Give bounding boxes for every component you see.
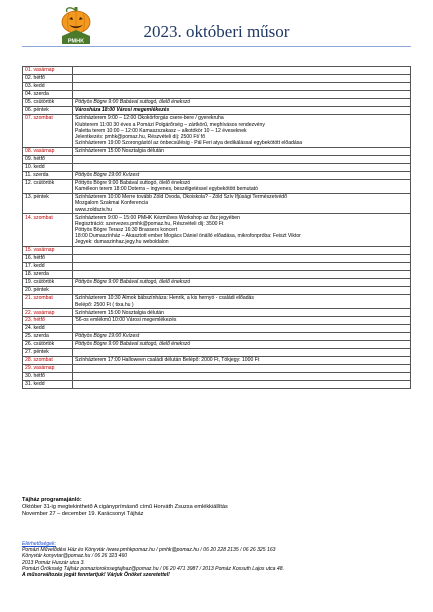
event-line bbox=[75, 156, 408, 162]
event-line: www.zoldsziv.hu bbox=[75, 206, 112, 213]
contact-line: Könyvtár konyvtar@pomaz.hu / 06 26 323 460 bbox=[22, 553, 128, 560]
schedule-row bbox=[23, 67, 411, 75]
event-line: Színházterem 9:00 – 15:00 PMHK Kézműves Workshop az ősz jegyében bbox=[75, 214, 240, 221]
schedule-row bbox=[23, 171, 411, 179]
event-line: Jelentkezés: pmhk@pomaz.hu, Részvételi díj: 2500 Ft/ fő bbox=[75, 133, 206, 140]
event-line: Színházterem 10:30 Álmok bábszínháza: Henrik, a kis hernyó - családi előadás bbox=[75, 295, 254, 302]
event-line bbox=[75, 373, 408, 379]
event-line: Színházterem 9:00 – 12:00 Ökokörforgás csere-bere / gyerekruha bbox=[75, 115, 224, 122]
event-cell bbox=[73, 193, 411, 213]
day-cell: 13. péntek bbox=[23, 193, 73, 213]
day-cell: 20. péntek bbox=[23, 286, 73, 294]
event-cell bbox=[73, 98, 411, 106]
event-line: Mozgalom Szakmai Konferencia bbox=[75, 200, 149, 207]
contact-line: Pomázi Művelődési Ház és Könyvtár /www.pmhkpomaz.hu / pmhk@pomaz.hu / 06 20 228 2135 / 06 26 325 163 bbox=[22, 547, 276, 554]
event-cell bbox=[73, 214, 411, 247]
day-cell: 26. csütörtök bbox=[23, 341, 73, 349]
day-cell: 31. kedd bbox=[23, 380, 73, 388]
event-line bbox=[75, 325, 408, 331]
event-cell bbox=[73, 309, 411, 317]
event-line bbox=[75, 247, 408, 253]
day-cell: 11. szerda bbox=[23, 171, 73, 179]
event-line: Színházterem 15:00 Nosztalgia délután bbox=[75, 309, 164, 316]
event-cell bbox=[73, 341, 411, 349]
event-cell bbox=[73, 171, 411, 179]
schedule-row bbox=[23, 365, 411, 373]
event-cell bbox=[73, 372, 411, 380]
schedule-row bbox=[23, 357, 411, 365]
schedule-table bbox=[22, 66, 411, 389]
day-cell: 16. hétfő bbox=[23, 255, 73, 263]
event-line bbox=[75, 91, 408, 97]
event-cell bbox=[73, 114, 411, 147]
schedule-row bbox=[23, 98, 411, 106]
event-line bbox=[75, 75, 408, 81]
tajhaz-heading: Tájház programajánló: bbox=[22, 497, 82, 503]
tajhaz-line: Október 31-ig megtekinthető A cigányprímásnő című Horváth Zsuzsa emlékkiállítás bbox=[22, 503, 228, 510]
schedule-row bbox=[23, 372, 411, 380]
event-cell bbox=[73, 147, 411, 155]
event-line: Városháza 18:00 Városi megemlékezés bbox=[75, 107, 170, 114]
schedule-row bbox=[23, 106, 411, 114]
event-line: Regisztráció: szervezes.pmhk@pomaz.hu, Részvételi díj: 3500 Ft bbox=[75, 220, 224, 227]
schedule-row bbox=[23, 278, 411, 286]
schedule-row bbox=[23, 309, 411, 317]
event-cell bbox=[73, 270, 411, 278]
schedule-row bbox=[23, 155, 411, 163]
tajhaz-line: November 27 – december 19. Karácsonyi Tájház bbox=[22, 510, 144, 517]
event-cell bbox=[73, 106, 411, 114]
schedule-row bbox=[23, 341, 411, 349]
event-cell bbox=[73, 262, 411, 270]
day-cell: 21. szombat bbox=[23, 294, 73, 308]
day-cell: 24. kedd bbox=[23, 325, 73, 333]
schedule-row bbox=[23, 262, 411, 270]
event-line: Pöttyös Bögre 19:00 Kvízest bbox=[75, 333, 140, 340]
day-cell: 28. szombat bbox=[23, 357, 73, 365]
event-line: Jegyek: dumaszinhaz.jegy.hu weboldalon bbox=[75, 239, 169, 246]
event-line: Pöttyös Bögre 9:00 Babával suttogó, ölelő énekszó bbox=[75, 279, 191, 286]
schedule-row bbox=[23, 317, 411, 325]
schedule-row bbox=[23, 349, 411, 357]
event-cell bbox=[73, 82, 411, 90]
tajhaz-section bbox=[22, 497, 411, 518]
event-line: '56-os emlékmű 10:00 Városi megemlékezés bbox=[75, 317, 177, 324]
day-cell: 30. hétfő bbox=[23, 372, 73, 380]
event-line bbox=[75, 287, 408, 293]
schedule-row bbox=[23, 333, 411, 341]
schedule-row bbox=[23, 380, 411, 388]
day-cell: 29. vasárnap bbox=[23, 365, 73, 373]
event-cell bbox=[73, 286, 411, 294]
event-cell bbox=[73, 349, 411, 357]
schedule-row bbox=[23, 325, 411, 333]
day-cell: 06. péntek bbox=[23, 106, 73, 114]
day-cell: 17. kedd bbox=[23, 262, 73, 270]
day-cell: 01. vasárnap bbox=[23, 67, 73, 75]
schedule-row bbox=[23, 247, 411, 255]
day-cell: 18. szerda bbox=[23, 270, 73, 278]
event-line: Színházterem 15:00 Nosztalgia délután bbox=[75, 148, 164, 155]
schedule-row bbox=[23, 147, 411, 155]
day-cell: 23. hétfő bbox=[23, 317, 73, 325]
event-line: Pöttyös Bögre 9:00 Babával suttogó, ölelő énekszó bbox=[75, 180, 191, 187]
schedule-row bbox=[23, 82, 411, 90]
event-cell bbox=[73, 67, 411, 75]
day-cell: 22. vasárnap bbox=[23, 309, 73, 317]
schedule-row bbox=[23, 163, 411, 171]
event-line bbox=[75, 164, 408, 170]
day-cell: 09. hétfő bbox=[23, 155, 73, 163]
event-line bbox=[75, 349, 408, 355]
event-line: Színházterem 19:00 Szorongástól az önbecsülésig - Pál Feri atya dedikálással egybekötött előadása bbox=[75, 140, 303, 147]
schedule-row bbox=[23, 193, 411, 213]
day-cell: 14. szombat bbox=[23, 214, 73, 247]
event-cell bbox=[73, 247, 411, 255]
day-cell: 27. péntek bbox=[23, 349, 73, 357]
event-line bbox=[75, 67, 408, 73]
contact-line: A műsorváltozás jogát fenntartjuk! Várjuk Önöket szeretettel! bbox=[22, 572, 170, 579]
contact-line: Pomázi Öröksség Tájház pomaziorokssegtajhaz@pomaz.hu / 06 20 471 3987 / 2013 Pomáz Kossuth Lajos utca 48. bbox=[22, 565, 284, 572]
event-line bbox=[75, 271, 408, 277]
schedule-row bbox=[23, 179, 411, 193]
day-cell: 03. kedd bbox=[23, 82, 73, 90]
day-cell: 25. szerda bbox=[23, 333, 73, 341]
day-cell: 04. szerda bbox=[23, 90, 73, 98]
event-line: Pöttyös Bögre 19:00 Kvízest bbox=[75, 172, 140, 179]
schedule-row bbox=[23, 286, 411, 294]
event-line bbox=[75, 255, 408, 261]
event-line bbox=[75, 83, 408, 89]
event-cell bbox=[73, 357, 411, 365]
event-cell bbox=[73, 325, 411, 333]
contacts-section bbox=[22, 541, 422, 578]
page-title: 2023. októberi műsor bbox=[143, 22, 290, 41]
schedule-row bbox=[23, 270, 411, 278]
event-cell bbox=[73, 155, 411, 163]
event-cell bbox=[73, 74, 411, 82]
event-line bbox=[75, 365, 408, 371]
event-cell bbox=[73, 278, 411, 286]
event-cell bbox=[73, 333, 411, 341]
event-line: Színházterem 17:00 Halloween családi délután Belépő: 2000 Ft, Tökjegy: 1000 Ft bbox=[75, 357, 260, 364]
event-cell bbox=[73, 255, 411, 263]
event-line: Pöttyös Bögre Terasz 16:30 Brassers koncert bbox=[75, 227, 178, 234]
event-line bbox=[75, 263, 408, 269]
schedule-row bbox=[23, 255, 411, 263]
day-cell: 08. vasárnap bbox=[23, 147, 73, 155]
day-cell: 10. kedd bbox=[23, 163, 73, 171]
contact-line: 2013 Pomáz Huszár utca 3. bbox=[22, 559, 85, 566]
day-cell: 15. vasárnap bbox=[23, 247, 73, 255]
schedule-row bbox=[23, 74, 411, 82]
event-cell bbox=[73, 317, 411, 325]
event-line: Belépő: 2500 Ft ( tixa.hu ) bbox=[75, 301, 134, 308]
contacts-heading: Elérhetőségek: bbox=[22, 541, 56, 547]
schedule-row bbox=[23, 214, 411, 247]
event-line: Klubterem 11:00 30 éves a Pomázi Polgárőrség – zártkörű, meghívásos rendezvény bbox=[75, 121, 265, 128]
day-cell: 07. szombat bbox=[23, 114, 73, 147]
schedule-row bbox=[23, 90, 411, 98]
day-cell: 12. csütörtök bbox=[23, 179, 73, 193]
event-line: Paletta terem 10:00 – 12:00 Kamaszszakasz – alkotókör 10 – 12 éveseknek bbox=[75, 127, 247, 134]
event-cell bbox=[73, 294, 411, 308]
event-line: Pöttyös Bögre 9:00 Babával suttogó, ölelő énekszó bbox=[75, 99, 191, 106]
event-line: Színházterem 10:00 Merre tovább Zöld Óvoda, Ökoiskola? - Zöld Szív Ifjúsági Természetvédő bbox=[75, 194, 287, 201]
event-cell bbox=[73, 179, 411, 193]
event-line: 18:00 Dumaszínház – Akasztott ember Mogács Dániel önálló előadása, mikrofonpróba: Feiszt Viktor bbox=[75, 233, 301, 240]
day-cell: 05. csütörtök bbox=[23, 98, 73, 106]
event-cell bbox=[73, 90, 411, 98]
event-line bbox=[75, 381, 408, 387]
schedule-row bbox=[23, 294, 411, 308]
day-cell: 19. csütörtök bbox=[23, 278, 73, 286]
schedule-row bbox=[23, 114, 411, 147]
event-line: Kaméleon terem 18:00 Doterra – ingyenes, beszélgetéssel egybekötött bemutató bbox=[75, 186, 258, 193]
title-divider bbox=[22, 46, 411, 47]
event-cell bbox=[73, 163, 411, 171]
day-cell: 02. hétfő bbox=[23, 74, 73, 82]
logo-text: PMHK bbox=[67, 38, 85, 45]
event-cell bbox=[73, 365, 411, 373]
event-line: Pöttyös Bögre 9:00 Babával suttogó, ölelő énekszó bbox=[75, 341, 191, 348]
event-cell bbox=[73, 380, 411, 388]
